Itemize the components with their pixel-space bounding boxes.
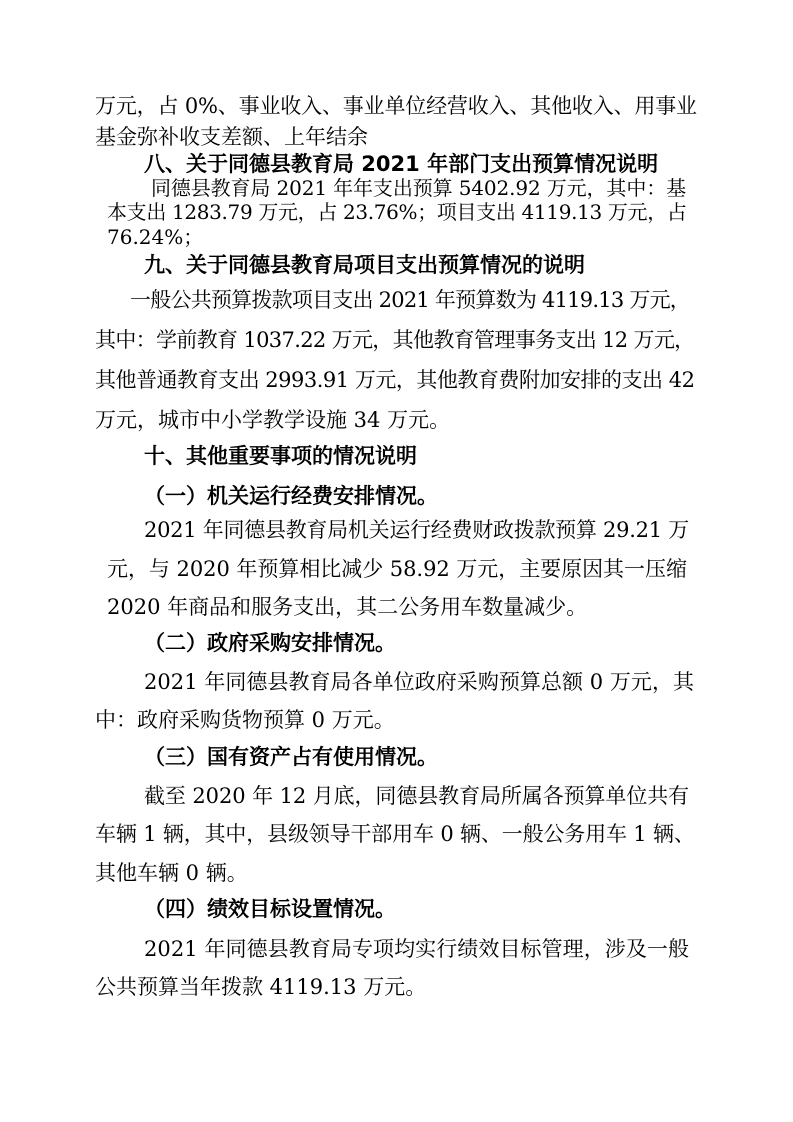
paragraph-line: 其中：学前教育 1037.22 万元，其他教育管理事务支出 12 万元，	[95, 328, 695, 352]
paragraph-line: 本支出 1283.79 万元，占 23.76%；项目支出 4119.13 万元，占	[107, 200, 687, 224]
subsection-heading-1: （一）机关运行经费安排情况。	[144, 484, 438, 508]
paragraph-line: 其他普通教育支出 2993.91 万元，其他教育费附加安排的支出 42	[95, 368, 695, 392]
paragraph-line: 截至 2020 年 12 月底，同德县教育局所属各预算单位共有	[144, 784, 690, 808]
paragraph-line: 同德县教育局 2021 年年支出预算 5402.92 万元，其中：基	[151, 176, 686, 200]
paragraph-line: 元，与 2020 年预算相比减少 58.92 万元，主要原因其一压缩	[107, 557, 687, 581]
paragraph-line: 2021 年同德县教育局专项均实行绩效目标管理，涉及一般	[144, 937, 690, 961]
paragraph-line: 万元，城市中小学教学设施 34 万元。	[95, 408, 451, 432]
section-heading-10: 十、其他重要事项的情况说明	[144, 444, 417, 468]
subsection-heading-3: （三）国有资产占有使用情况。	[144, 745, 438, 769]
subsection-heading-4: （四）绩效目标设置情况。	[144, 897, 396, 921]
paragraph-line: 76.24%；	[107, 225, 204, 249]
section-heading-8: 八、关于同德县教育局 2021 年部门支出预算情况说明	[144, 152, 659, 176]
paragraph-line: 万元，占 0%、事业收入、事业单位经营收入、其他收入、用事业	[95, 94, 697, 118]
paragraph-line: 基金弥补收支差额、上年结余	[95, 125, 368, 149]
paragraph-line: 车辆 1 辆，其中，县级领导干部用车 0 辆、一般公务用车 1 辆、	[95, 822, 695, 846]
paragraph-line: 2020 年商品和服务支出，其二公务用车数量减少。	[107, 595, 588, 619]
paragraph-line: 2021 年同德县教育局机关运行经费财政拨款预算 29.21 万	[144, 518, 689, 542]
paragraph-line: 中：政府采购货物预算 0 万元。	[95, 708, 395, 732]
subsection-heading-2: （二）政府采购安排情况。	[144, 631, 396, 655]
paragraph-line: 其他车辆 0 辆。	[95, 861, 248, 885]
paragraph-line: 一般公共预算拨款项目支出 2021 年预算数为 4119.13 万元，	[130, 288, 691, 312]
paragraph-line: 公共预算当年拨款 4119.13 万元。	[95, 975, 427, 999]
section-heading-9: 九、关于同德县教育局项目支出预算情况的说明	[144, 253, 585, 277]
paragraph-line: 2021 年同德县教育局各单位政府采购预算总额 0 万元，其	[144, 670, 695, 694]
